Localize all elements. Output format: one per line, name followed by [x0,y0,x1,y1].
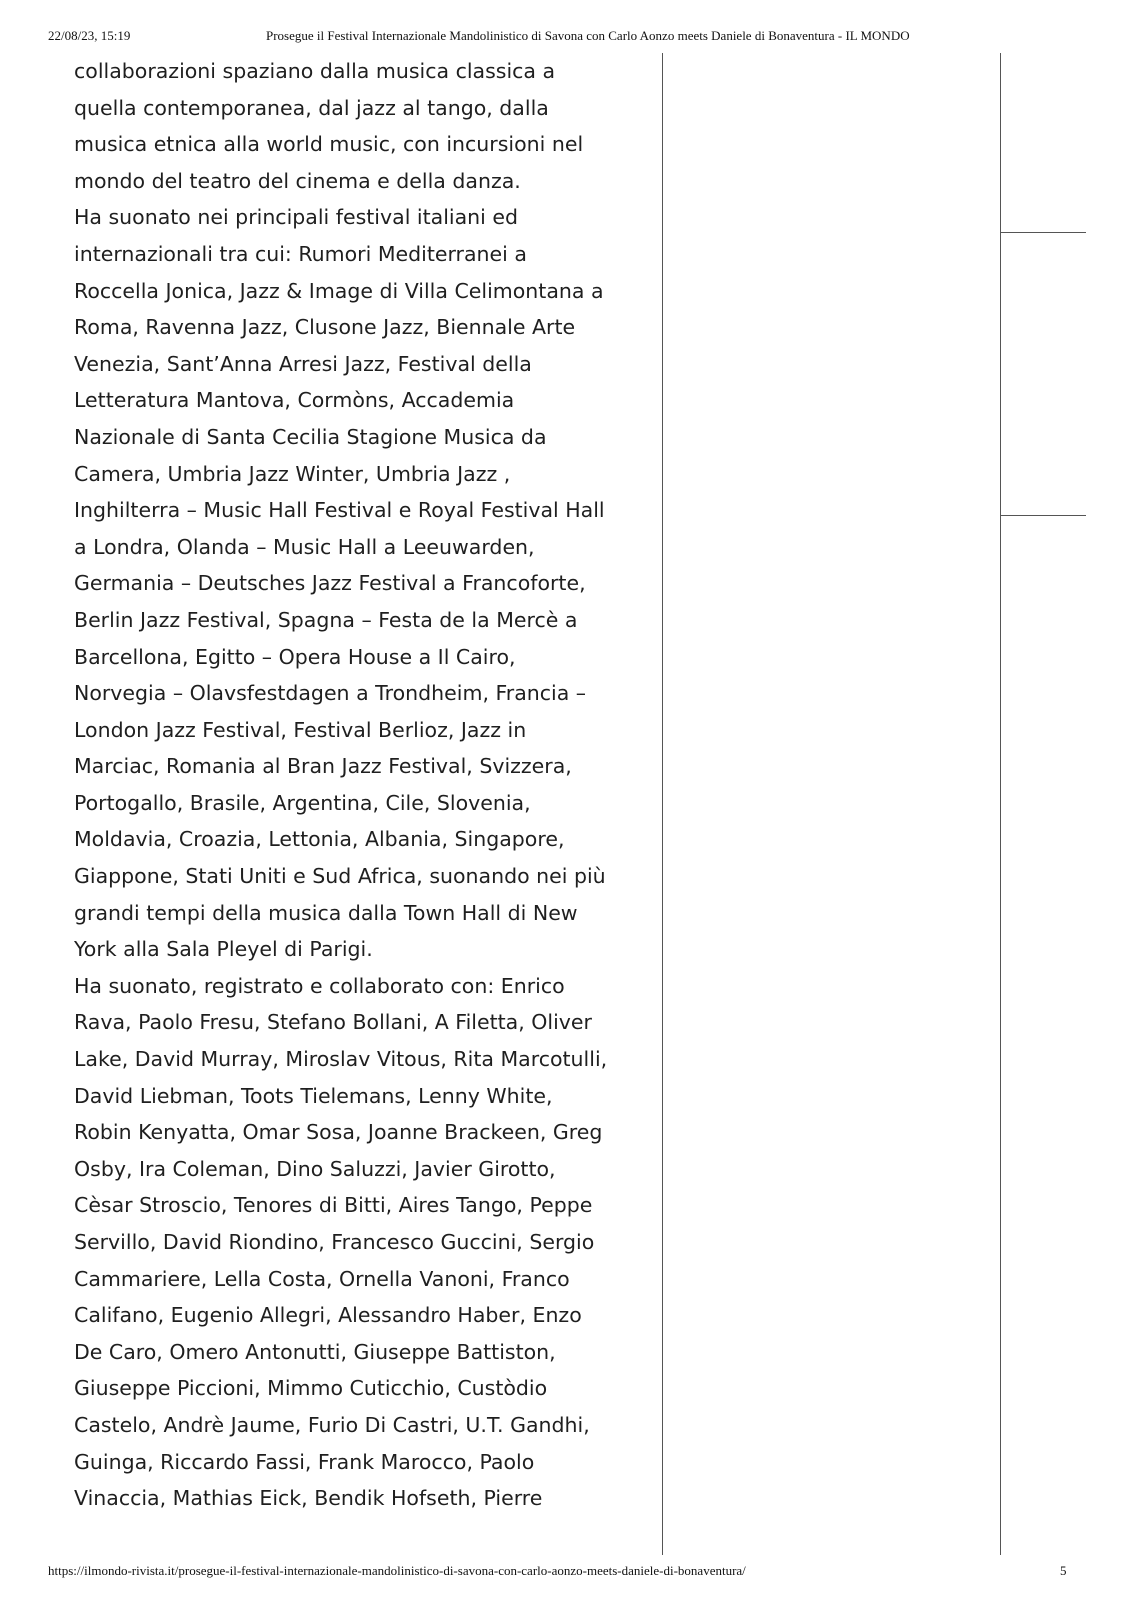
text-line: Venezia, Sant’Anna Arresi Jazz, Festival della [74,351,532,376]
paragraph-artists [74,968,608,1517]
print-page-title: Prosegue il Festival Internazionale Mandolinistico di Savona con Carlo Aonzo meets Daniele di Bonaventura - IL MONDO [266,28,910,43]
text-line: internazionali tra cui: Rumori Mediterranei a [74,241,527,266]
text-line: Roccella Jonica, Jazz & Image di Villa Celimontana a [74,278,604,303]
paragraph-collaborations [74,53,604,199]
text-line: Servillo, David Riondino, Francesco Guccini, Sergio [74,1230,595,1254]
text-line: Moldavia, Croazia, Lettonia, Albania, Singapore, [74,827,565,852]
text-line: Lake, David Murray, Miroslav Vitous, Rita Marcotulli, [74,1047,608,1072]
text-line: Ha suonato, registrato e collaborato con: Enrico [74,973,565,998]
text-line: Germania – Deutsches Jazz Festival a Francoforte, [74,571,586,596]
text-line: London Jazz Festival, Festival Berlioz, Jazz in [74,717,527,742]
text-line: Cèsar Stroscio, Tenores di Bitti, Aires Tango, Peppe [74,1193,593,1218]
text-line: Castelo, Andrè Jaume, Furio Di Castri, U.T. Gandhi, [74,1412,590,1437]
text-line: grandi tempi della musica dalla Town Hall di New [74,900,578,925]
sidebar-divider [1000,515,1086,516]
text-line: Berlin Jazz Festival, Spagna – Festa de la Mercè a [74,607,578,632]
print-datetime: 22/08/23, 15:19 [48,28,131,43]
sidebar-right-border [1000,53,1001,1555]
text-line: Letteratura Mantova, Cormòns, Accademia [74,388,515,413]
text-line: Nazionale di Santa Cecilia Stagione Musica da [74,424,547,449]
sidebar-divider [1000,232,1086,233]
article-body [74,53,608,1517]
text-line: quella contemporanea, dal jazz al tango, dalla [74,95,549,120]
text-line: Barcellona, Egitto – Opera House a Il Cairo, [74,644,516,669]
print-header [0,28,1132,46]
text-line: York alla Sala Pleyel di Parigi. [74,937,373,962]
text-line: Giuseppe Piccioni, Mimmo Cuticchio, Custòdio [74,1376,548,1401]
sidebar-left-border [662,53,663,1555]
text-line: Inghilterra – Music Hall Festival e Royal Festival Hall [74,498,605,523]
paragraph-festivals [74,199,604,967]
text-line: David Liebman, Toots Tielemans, Lenny White, [74,1083,553,1108]
text-line: Robin Kenyatta, Omar Sosa, Joanne Brackeen, Greg [74,1120,603,1145]
text-line: Ha suonato nei principali festival italiani ed [74,205,518,230]
text-line: a Londra, Olanda – Music Hall a Leeuwarden, [74,534,535,559]
text-line: mondo del teatro del cinema e della danza. [74,168,521,193]
text-line: Osby, Ira Coleman, Dino Saluzzi, Javier Girotto, [74,1156,556,1181]
print-url: https://ilmondo-rivista.it/prosegue-il-festival-internazionale-mandolinistico-di-savona-con-carlo-aonzo-meets-daniele-di-bonaventura/ [48,1563,746,1578]
print-footer [0,1563,1132,1581]
text-line: Roma, Ravenna Jazz, Clusone Jazz, Biennale Arte [74,315,576,340]
text-line: Califano, Eugenio Allegri, Alessandro Haber, Enzo [74,1303,582,1328]
text-line: musica etnica alla world music, con incursioni nel [74,132,584,157]
page-number: 5 [1060,1563,1067,1578]
text-line: Marciac, Romania al Bran Jazz Festival, Svizzera, [74,754,572,779]
text-line: Norvegia – Olavsfestdagen a Trondheim, Francia – [74,681,587,706]
text-line: Giappone, Stati Uniti e Sud Africa, suonando nei più [74,864,606,889]
text-line: Rava, Paolo Fresu, Stefano Bollani, A Filetta, Oliver [74,1010,592,1035]
text-line: Camera, Umbria Jazz Winter, Umbria Jazz , [74,461,511,486]
text-line: Vinaccia, Mathias Eick, Bendik Hofseth, Pierre [74,1486,543,1511]
text-line: Portogallo, Brasile, Argentina, Cile, Slovenia, [74,790,531,815]
text-line: De Caro, Omero Antonutti, Giuseppe Battiston, [74,1339,556,1364]
text-line: Cammariere, Lella Costa, Ornella Vanoni, Franco [74,1266,570,1291]
text-line: collaborazioni spaziano dalla musica classica a [74,59,556,83]
text-line: Guinga, Riccardo Fassi, Frank Marocco, Paolo [74,1449,535,1474]
